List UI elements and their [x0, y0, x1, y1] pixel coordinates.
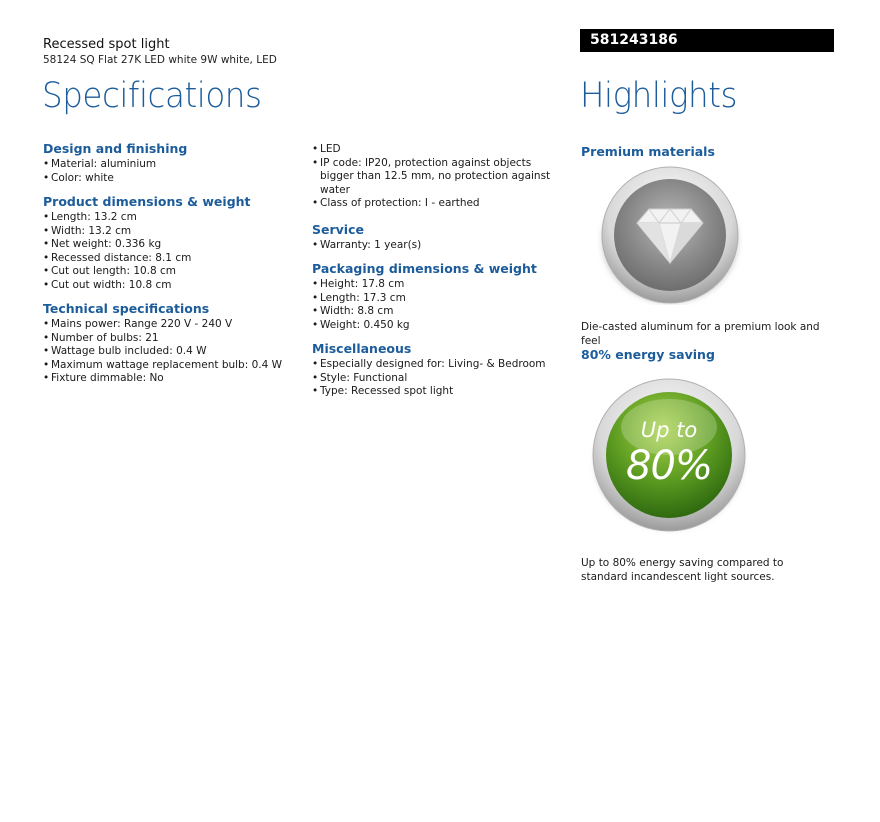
spec-column-2: [312, 143, 557, 408]
highlight-text: Die-casted aluminum for a premium look and feel: [581, 321, 820, 347]
product-subtitle: 58124 SQ Flat 27K LED white 9W white, LED: [43, 54, 277, 66]
spec-section: [43, 141, 288, 185]
spec-item: • Width: 8.8 cm: [312, 305, 557, 319]
energy-saving-icon: [589, 375, 749, 535]
spec-section: [43, 194, 288, 292]
spec-section: [43, 301, 288, 386]
spec-item: • Material: aluminium: [43, 158, 288, 172]
spec-item: • Length: 13.2 cm: [43, 211, 288, 225]
spec-item: • Style: Functional: [312, 372, 557, 386]
spec-item: • Width: 13.2 cm: [43, 225, 288, 239]
spec-item: • Number of bulbs: 21: [43, 332, 288, 346]
spec-section: [312, 222, 557, 253]
spec-item: • Mains power: Range 220 V - 240 V: [43, 318, 288, 332]
highlights-title: Highlights: [580, 76, 738, 116]
spec-item: • Recessed distance: 8.1 cm: [43, 252, 288, 266]
spec-item: • Cut out width: 10.8 cm: [43, 279, 288, 293]
spec-item: • Warranty: 1 year(s): [312, 239, 557, 253]
section-heading: Design and finishing: [43, 141, 188, 156]
diamond-icon: [597, 165, 743, 305]
badge-line-1: Up to: [640, 418, 698, 442]
spec-item: • Maximum wattage replacement bulb: 0.4 W: [43, 359, 288, 373]
badge-line-2: 80%: [626, 443, 712, 489]
product-code-bar: 581243186: [580, 29, 834, 52]
product-name: Recessed spot light: [43, 37, 170, 52]
section-heading: Packaging dimensions & weight: [312, 261, 537, 276]
spec-item: • Height: 17.8 cm: [312, 278, 557, 292]
section-heading: Miscellaneous: [312, 341, 412, 356]
spec-item: • Fixture dimmable: No: [43, 372, 288, 386]
spec-item: • Color: white: [43, 172, 288, 186]
spec-section: [312, 341, 557, 399]
section-heading: Technical specifications: [43, 301, 210, 316]
section-heading: Service: [312, 221, 364, 237]
spec-item: • Type: Recessed spot light: [312, 385, 557, 399]
spec-item: • LED: [312, 143, 557, 157]
highlight-heading: Premium materials: [581, 144, 715, 159]
spec-item: • Cut out length: 10.8 cm: [43, 265, 288, 279]
highlight-heading: 80% energy saving: [581, 347, 715, 362]
spec-item: • Wattage bulb included: 0.4 W: [43, 345, 288, 359]
highlight-text: Up to 80% energy saving compared to standard incandescent light sources.: [581, 557, 784, 583]
section-heading: Product dimensions & weight: [43, 194, 251, 209]
spec-section: [312, 261, 557, 332]
specifications-title: Specifications: [42, 76, 262, 116]
spec-item: • Length: 17.3 cm: [312, 292, 557, 306]
spec-item: • Weight: 0.450 kg: [312, 319, 557, 333]
spec-item: • IP code: IP20, protection against objects bigger than 12.5 mm, no protection against water: [312, 157, 557, 198]
spec-item: • Net weight: 0.336 kg: [43, 238, 288, 252]
spec-item: • Class of protection: I - earthed: [312, 197, 557, 211]
spec-item: • Especially designed for: Living- & Bedroom: [312, 358, 557, 372]
spec-column-1: [43, 141, 288, 395]
